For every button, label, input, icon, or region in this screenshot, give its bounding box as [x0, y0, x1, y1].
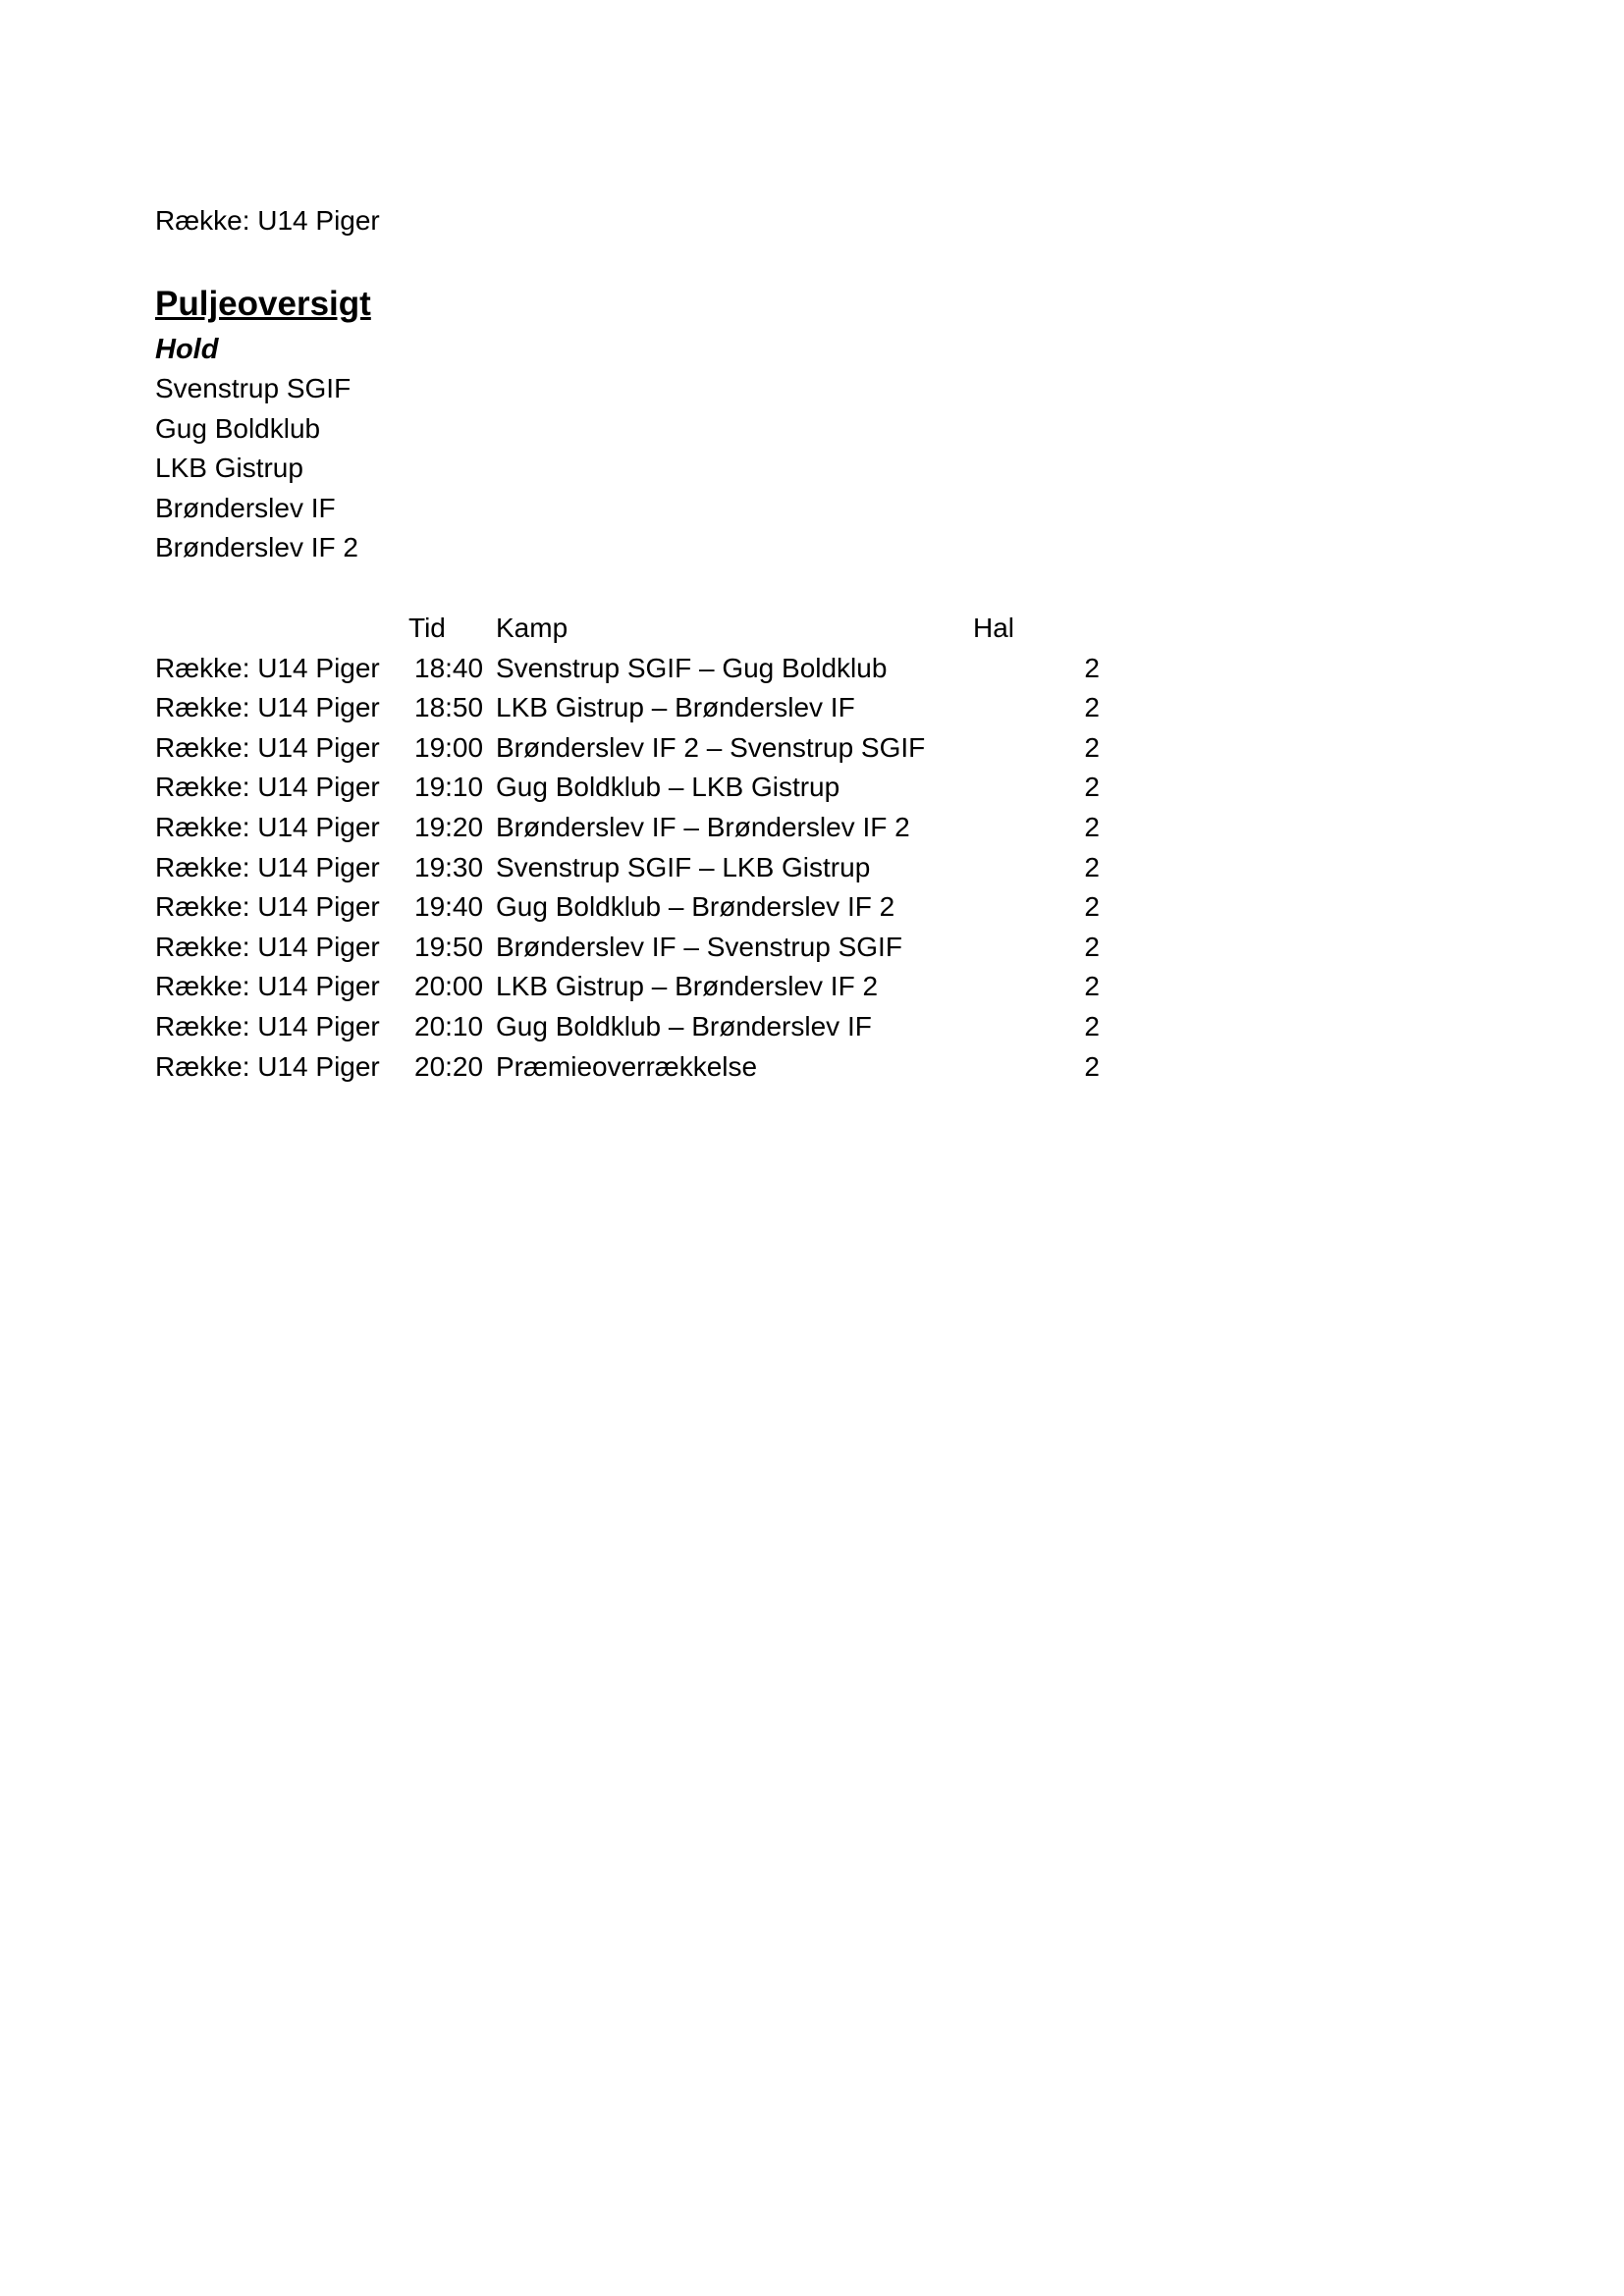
row-hal: 2	[1084, 891, 1100, 923]
row-kamp: Brønderslev IF – Brønderslev IF 2	[496, 811, 910, 842]
row-kamp: Brønderslev IF 2 – Svenstrup SGIF	[496, 731, 926, 763]
column-header-kamp: Kamp	[496, 613, 568, 643]
row-hal: 2	[1084, 1010, 1100, 1041]
table-row	[155, 928, 1117, 968]
row-kamp: Gug Boldklub – Brønderslev IF	[496, 1010, 872, 1041]
table-header-row	[155, 609, 1117, 649]
table-row	[155, 967, 1117, 1007]
row-hal: 2	[1084, 971, 1100, 1002]
row-hal: 2	[1084, 652, 1100, 683]
row-raekke: Række: U14 Piger	[155, 851, 380, 882]
row-raekke: Række: U14 Piger	[155, 891, 380, 923]
team-item: Brønderslev IF	[155, 492, 336, 523]
table-row	[155, 808, 1117, 848]
row-tid: 20:00	[414, 971, 484, 1002]
row-raekke: Række: U14 Piger	[155, 1050, 380, 1082]
row-hal: 2	[1084, 931, 1100, 962]
row-hal: 2	[1084, 811, 1100, 842]
teams-heading: Hold	[155, 334, 219, 365]
pool-overview-title: Puljeoversigt	[155, 285, 371, 323]
team-item: Gug Boldklub	[155, 412, 321, 444]
column-header-tid: Tid	[408, 613, 446, 643]
table-row	[155, 768, 1117, 808]
row-tid: 19:30	[414, 851, 484, 882]
row-kamp: Svenstrup SGIF – Gug Boldklub	[496, 652, 888, 683]
row-tid: 18:40	[414, 652, 484, 683]
table-row	[155, 688, 1117, 728]
row-raekke: Række: U14 Piger	[155, 1010, 380, 1041]
row-tid: 20:20	[414, 1050, 484, 1082]
team-item: LKB Gistrup	[155, 453, 303, 483]
table-row	[155, 1047, 1117, 1088]
row-tid: 20:10	[414, 1010, 484, 1041]
table-row	[155, 848, 1117, 888]
row-raekke: Række: U14 Piger	[155, 652, 380, 683]
table-row	[155, 887, 1117, 928]
row-tid: 19:10	[414, 772, 484, 803]
row-raekke: Række: U14 Piger	[155, 731, 380, 763]
division-line: Række: U14 Piger	[155, 205, 380, 236]
column-header-hal: Hal	[973, 613, 1015, 643]
row-kamp: Gug Boldklub – Brønderslev IF 2	[496, 891, 895, 923]
row-tid: 19:50	[414, 931, 484, 962]
row-hal: 2	[1084, 1050, 1100, 1082]
row-raekke: Række: U14 Piger	[155, 971, 380, 1002]
row-hal: 2	[1084, 851, 1100, 882]
team-item: Brønderslev IF 2	[155, 532, 358, 562]
row-hal: 2	[1084, 731, 1100, 763]
row-kamp: Brønderslev IF – Svenstrup SGIF	[496, 931, 902, 962]
row-hal: 2	[1084, 692, 1100, 723]
team-item: Svenstrup SGIF	[155, 373, 352, 403]
table-row	[155, 728, 1117, 769]
row-kamp: LKB Gistrup – Brønderslev IF 2	[496, 971, 879, 1002]
row-raekke: Række: U14 Piger	[155, 931, 380, 962]
row-tid: 19:20	[414, 811, 484, 842]
row-hal: 2	[1084, 772, 1100, 803]
row-raekke: Række: U14 Piger	[155, 811, 380, 842]
row-raekke: Række: U14 Piger	[155, 692, 380, 723]
row-raekke: Række: U14 Piger	[155, 772, 380, 803]
row-kamp: LKB Gistrup – Brønderslev IF	[496, 692, 855, 723]
table-row	[155, 1007, 1117, 1047]
row-tid: 19:00	[414, 731, 484, 763]
teams-list	[155, 330, 358, 568]
match-schedule-table	[155, 609, 1117, 1087]
row-kamp: Gug Boldklub – LKB Gistrup	[496, 772, 840, 803]
row-kamp: Svenstrup SGIF – LKB Gistrup	[496, 851, 871, 882]
row-tid: 19:40	[414, 891, 484, 923]
table-row	[155, 649, 1117, 689]
row-tid: 18:50	[414, 692, 484, 723]
row-kamp: Præmieoverrækkelse	[496, 1050, 758, 1082]
